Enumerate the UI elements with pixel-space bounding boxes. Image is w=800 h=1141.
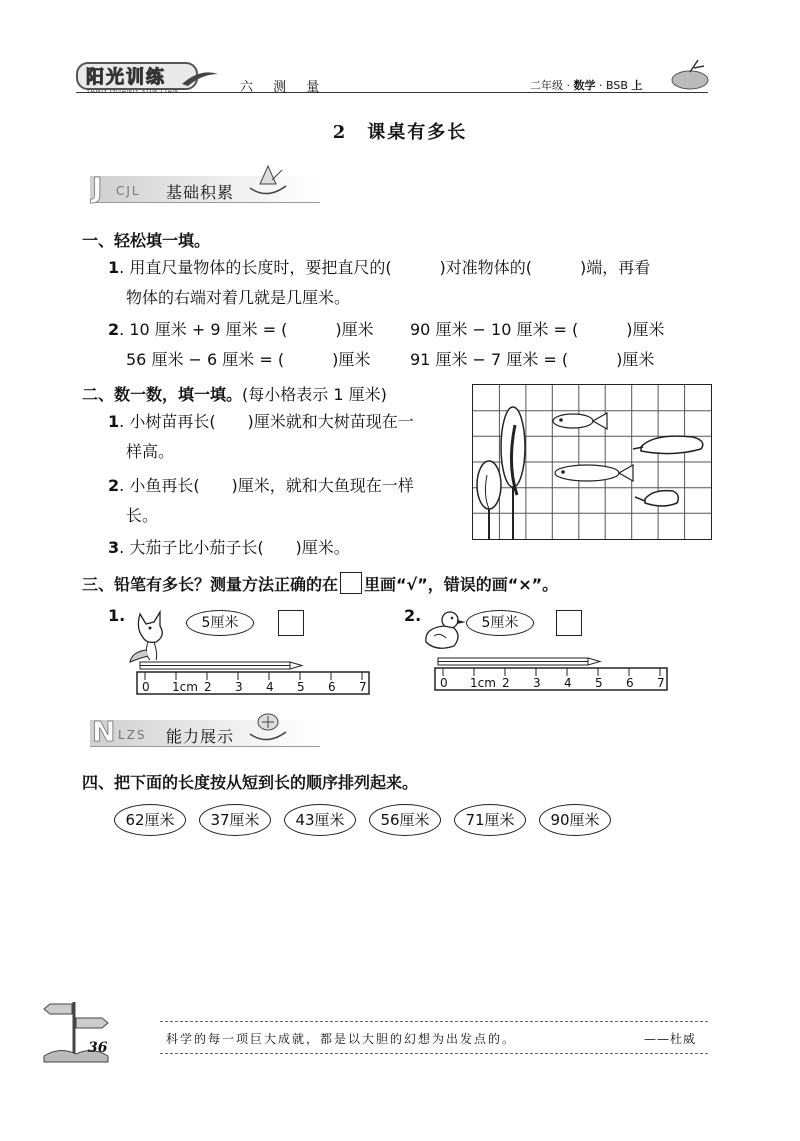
ruler-label-4: 4 bbox=[266, 680, 274, 694]
sailboat-doodle-icon bbox=[242, 708, 292, 748]
q2-item2-number: 2 bbox=[108, 476, 120, 495]
small-tree-icon bbox=[477, 461, 501, 539]
q3-item2-number: 2. bbox=[404, 606, 422, 625]
footer-quote: 科学的每一项巨大成就，都是以大胆的幻想为出发点的。 bbox=[166, 1032, 517, 1046]
q1-item1-line1 bbox=[108, 256, 650, 280]
section-ability-banner bbox=[90, 715, 320, 748]
ruler-label-1cm: 1cm bbox=[172, 680, 198, 694]
ruler-label-7: 7 bbox=[359, 680, 367, 694]
small-fish-icon bbox=[553, 413, 607, 429]
q3-heading-b: 里画“√”，错误的画“×”。 bbox=[364, 575, 559, 594]
length-card: 90厘米 bbox=[539, 804, 611, 836]
section-abbr: CJL bbox=[116, 184, 141, 198]
q4-heading: 四、把下面的长度按从短到长的顺序排列起来。 bbox=[82, 773, 419, 792]
logo-text: 阳光训练 bbox=[86, 67, 166, 88]
ruler-label-3: 3 bbox=[533, 676, 541, 690]
ruler-label-6: 6 bbox=[626, 676, 634, 690]
leaf-decoration-icon bbox=[668, 58, 712, 92]
q2-item2-text: . 小鱼再长( )厘米，就和大鱼现在一样 bbox=[119, 476, 414, 495]
q3-item1-number: 1. bbox=[108, 606, 126, 625]
q3-item1-answer-box[interactable] bbox=[278, 610, 304, 636]
q2-item3-text: . 大茄子比小茄子长( )厘米。 bbox=[119, 538, 350, 557]
grid-figure bbox=[473, 385, 711, 539]
unit-title: 六 测 量 bbox=[240, 80, 328, 95]
big-tree-icon bbox=[501, 407, 525, 539]
ruler-label-7: 7 bbox=[657, 676, 665, 690]
q3-item1-bubble: 5厘米 bbox=[186, 610, 254, 636]
big-eggplant-icon bbox=[633, 436, 703, 453]
section-label: 基础积累 bbox=[166, 183, 235, 202]
q1-heading: 一、轻松填一填。 bbox=[82, 231, 211, 250]
sailboat-doodle-icon bbox=[242, 162, 292, 202]
footer-rule-top bbox=[160, 1021, 708, 1022]
length-card: 56厘米 bbox=[369, 804, 441, 836]
q3-heading-a: 三、铅笔有多长？测量方法正确的在 bbox=[82, 575, 339, 594]
q2-heading bbox=[82, 382, 387, 405]
ruler-label-0: 0 bbox=[142, 680, 150, 694]
q1-item2-c: 56 厘米 − 6 厘米 = ( )厘米 bbox=[126, 350, 371, 369]
subject-label: 数学 bbox=[573, 79, 596, 92]
q2-heading-text: 二、数一数，填一填。 bbox=[82, 385, 243, 404]
q1-item1-line2: 物体的右端对着几就是几厘米。 bbox=[126, 288, 351, 307]
q2-item1-text: . 小树苗再长( )厘米就和大树苗现在一 bbox=[119, 412, 414, 431]
edition-label: · BSB bbox=[595, 79, 632, 92]
length-card: 43厘米 bbox=[284, 804, 356, 836]
q1-item2-b: 90 厘米 − 10 厘米 = ( )厘米 bbox=[410, 320, 665, 339]
q2-item3 bbox=[108, 536, 350, 560]
q3-item2-bubble: 5厘米 bbox=[466, 610, 534, 636]
length-card: 62厘米 bbox=[114, 804, 186, 836]
q2-item3-number: 3 bbox=[108, 538, 120, 557]
page-title: 2 课桌有多长 bbox=[332, 122, 468, 143]
ruler-label-5: 5 bbox=[297, 680, 305, 694]
q2-item1-line2: 样高。 bbox=[126, 442, 175, 461]
ruler-label-2: 2 bbox=[502, 676, 510, 690]
ruler-label-2: 2 bbox=[204, 680, 212, 694]
q1-item2-d: 91 厘米 − 7 厘米 = ( )厘米 bbox=[410, 350, 655, 369]
measurement-grid bbox=[472, 384, 712, 540]
ruler-label-5: 5 bbox=[595, 676, 603, 690]
q1-item2-a-text: . 10 厘米 + 9 厘米 = ( )厘米 bbox=[119, 320, 374, 339]
header-rule bbox=[76, 92, 708, 93]
swoosh-icon bbox=[180, 66, 220, 90]
q2-item2-line2: 长。 bbox=[126, 506, 159, 525]
q1-item2-number: 2 bbox=[108, 320, 120, 339]
section-basic-banner bbox=[90, 171, 320, 204]
small-eggplant-icon bbox=[635, 491, 678, 506]
ruler-label-0: 0 bbox=[440, 676, 448, 690]
ruler-label-6: 6 bbox=[328, 680, 336, 694]
logo-subtitle: YANG GUANG XUN LIAN bbox=[86, 87, 179, 95]
duck-icon bbox=[420, 608, 468, 654]
q2-item2-line1 bbox=[108, 474, 414, 498]
q1-item2-a bbox=[108, 318, 374, 342]
q1-item1-text: . 用直尺量物体的长度时，要把直尺的( )对准物体的( )端，再看 bbox=[119, 258, 651, 277]
q2-heading-note: (每小格表示 1 厘米) bbox=[242, 385, 387, 404]
grade-subject bbox=[530, 77, 642, 93]
section-abbr: LZS bbox=[118, 728, 147, 742]
section-label: 能力展示 bbox=[166, 727, 235, 746]
ruler-label-3: 3 bbox=[235, 680, 243, 694]
q2-item1-line1 bbox=[108, 410, 414, 434]
q3-item2-answer-box[interactable] bbox=[556, 610, 582, 636]
ruler-label-1cm: 1cm bbox=[470, 676, 496, 690]
grade-label: 二年级 · bbox=[530, 79, 574, 92]
length-card: 71厘米 bbox=[454, 804, 526, 836]
footer-rule-bottom bbox=[160, 1053, 708, 1054]
section-letter: N bbox=[92, 715, 116, 748]
page-number: 36 bbox=[88, 1040, 108, 1056]
ruler-label-4: 4 bbox=[564, 676, 572, 690]
q2-item1-number: 1 bbox=[108, 412, 120, 431]
q1-item1-number: 1 bbox=[108, 258, 120, 277]
footer-author: ——杜威 bbox=[644, 1032, 697, 1046]
length-card: 37厘米 bbox=[199, 804, 271, 836]
volume-label: 上 bbox=[631, 79, 643, 92]
big-fish-icon bbox=[555, 465, 633, 481]
q3-heading bbox=[82, 572, 558, 595]
fox-icon bbox=[126, 606, 182, 664]
q3-heading-box bbox=[340, 572, 362, 594]
section-letter: J bbox=[92, 171, 103, 204]
